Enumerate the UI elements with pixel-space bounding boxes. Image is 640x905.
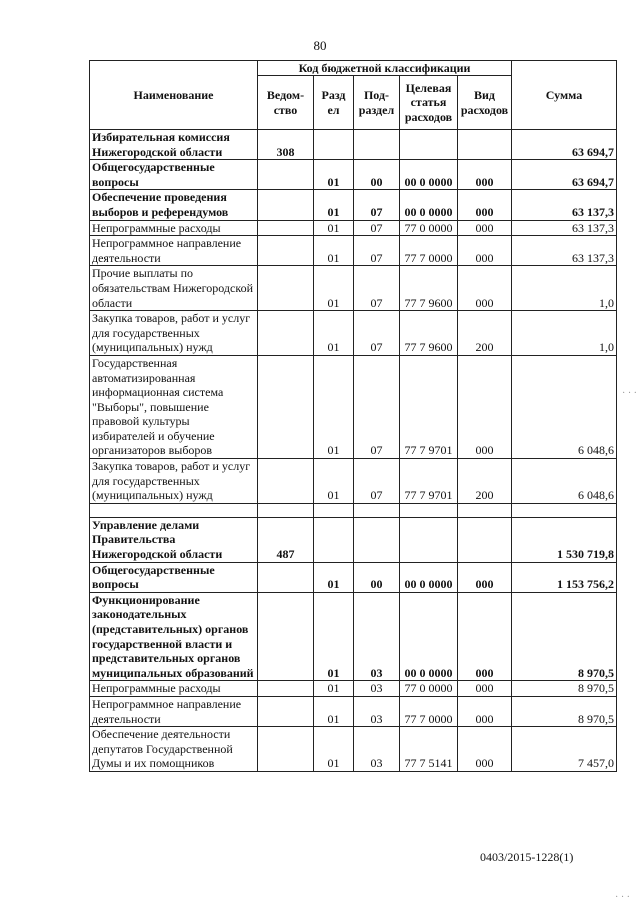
row-target-article-code: 00 0 0000	[400, 190, 458, 220]
row-department-code	[258, 562, 314, 592]
document-id: 0403/2015-1228(1)	[480, 850, 574, 864]
row-subsection-code: 07	[354, 190, 400, 220]
edge-mark: · · ·	[622, 388, 637, 399]
row-target-article-code: 77 7 5141	[400, 727, 458, 772]
row-name-cell: Избирательная комиссия Нижегородской области	[90, 130, 258, 160]
row-name-cell: Функционирование законодательных (представительных) органов государственной власти и представительных органов муниципальных образований	[90, 592, 258, 681]
row-department-code	[258, 190, 314, 220]
budget-table	[89, 60, 617, 772]
row-sum: 1 530 719,8	[512, 517, 617, 562]
row-expense-type-code: 000	[458, 681, 512, 697]
table-row	[90, 459, 617, 504]
row-subsection-code: 07	[354, 236, 400, 266]
row-department-code	[258, 727, 314, 772]
row-target-article-code: 77 0 0000	[400, 681, 458, 697]
row-name-cell: Управление делами Правительства Нижегородской области	[90, 517, 258, 562]
row-department-code	[258, 266, 314, 311]
row-department-code	[258, 592, 314, 681]
row-sum: 63 137,3	[512, 220, 617, 236]
row-subsection-code: 07	[354, 355, 400, 458]
header-sum: Сумма	[512, 61, 617, 130]
row-sum: 8 970,5	[512, 681, 617, 697]
row-department-code	[258, 696, 314, 726]
row-expense-type-code	[458, 130, 512, 160]
row-department-code	[258, 311, 314, 356]
row-section-code: 01	[314, 266, 354, 311]
row-sum: 6 048,6	[512, 355, 617, 458]
row-target-article-code	[400, 130, 458, 160]
table-row	[90, 220, 617, 236]
row-section-code: 01	[314, 311, 354, 356]
row-name-cell: Закупка товаров, работ и услуг для государственных (муниципальных) нужд	[90, 311, 258, 356]
row-target-article-code: 00 0 0000	[400, 592, 458, 681]
row-subsection-code: 07	[354, 266, 400, 311]
table-row	[90, 236, 617, 266]
row-expense-type-code: 000	[458, 727, 512, 772]
header-name: Наименование	[90, 61, 258, 130]
edge-mark: · · ·	[615, 892, 630, 903]
row-subsection-code	[354, 130, 400, 160]
table-row	[90, 190, 617, 220]
blank-cell	[258, 503, 314, 517]
row-target-article-code: 00 0 0000	[400, 160, 458, 190]
row-subsection-code	[354, 517, 400, 562]
row-expense-type-code: 000	[458, 592, 512, 681]
row-subsection-code: 00	[354, 562, 400, 592]
row-name-cell: Прочие выплаты по обязательствам Нижегородской области	[90, 266, 258, 311]
row-department-code	[258, 220, 314, 236]
row-expense-type-code: 200	[458, 459, 512, 504]
row-subsection-code: 03	[354, 727, 400, 772]
row-section-code: 01	[314, 220, 354, 236]
row-sum: 8 970,5	[512, 696, 617, 726]
row-section-code: 01	[314, 236, 354, 266]
row-expense-type-code: 000	[458, 266, 512, 311]
row-target-article-code: 77 7 9701	[400, 355, 458, 458]
row-target-article-code	[400, 517, 458, 562]
page-number: 80	[313, 38, 327, 53]
table-row	[90, 592, 617, 681]
row-subsection-code: 03	[354, 696, 400, 726]
row-subsection-code: 03	[354, 681, 400, 697]
row-department-code: 487	[258, 517, 314, 562]
table-row	[90, 681, 617, 697]
table-row	[90, 517, 617, 562]
row-name-cell: Непрограммные расходы	[90, 681, 258, 697]
row-section-code: 01	[314, 727, 354, 772]
row-name-cell: Общегосударственные вопросы	[90, 160, 258, 190]
row-expense-type-code: 000	[458, 562, 512, 592]
header-expense-type: Вид расходов	[458, 76, 512, 130]
row-name-cell: Непрограммное направление деятельности	[90, 696, 258, 726]
row-name-cell: Обеспечение проведения выборов и референдумов	[90, 190, 258, 220]
row-department-code	[258, 459, 314, 504]
blank-cell	[354, 503, 400, 517]
row-name-cell: Непрограммные расходы	[90, 220, 258, 236]
blank-cell	[314, 503, 354, 517]
table-row	[90, 696, 617, 726]
row-target-article-code: 77 7 9600	[400, 266, 458, 311]
row-expense-type-code: 000	[458, 160, 512, 190]
table-row	[90, 727, 617, 772]
row-expense-type-code: 000	[458, 355, 512, 458]
row-target-article-code: 77 7 9600	[400, 311, 458, 356]
table-row	[90, 160, 617, 190]
row-sum: 1,0	[512, 266, 617, 311]
row-sum: 1 153 756,2	[512, 562, 617, 592]
row-department-code	[258, 160, 314, 190]
row-sum: 63 694,7	[512, 160, 617, 190]
header-target-article: Целевая статья расходов	[400, 76, 458, 130]
row-subsection-code: 07	[354, 311, 400, 356]
row-subsection-code: 00	[354, 160, 400, 190]
row-subsection-code: 07	[354, 459, 400, 504]
row-expense-type-code	[458, 517, 512, 562]
row-section-code: 01	[314, 681, 354, 697]
row-subsection-code: 03	[354, 592, 400, 681]
header-row-group	[90, 61, 617, 76]
row-sum: 63 137,3	[512, 236, 617, 266]
row-sum: 63 694,7	[512, 130, 617, 160]
row-department-code	[258, 236, 314, 266]
row-department-code: 308	[258, 130, 314, 160]
row-expense-type-code: 000	[458, 220, 512, 236]
row-section-code: 01	[314, 160, 354, 190]
row-section-code	[314, 517, 354, 562]
row-subsection-code: 07	[354, 220, 400, 236]
header-podrazdel: Под-раздел	[354, 76, 400, 130]
row-department-code	[258, 355, 314, 458]
row-expense-type-code: 000	[458, 696, 512, 726]
table-row	[90, 562, 617, 592]
row-name-cell: Обеспечение деятельности депутатов Государственной Думы и их помощников	[90, 727, 258, 772]
row-section-code: 01	[314, 355, 354, 458]
row-target-article-code: 77 7 0000	[400, 236, 458, 266]
row-section-code: 01	[314, 562, 354, 592]
row-section-code: 01	[314, 459, 354, 504]
row-name-cell: Непрограммное направление деятельности	[90, 236, 258, 266]
blank-cell	[512, 503, 617, 517]
row-name-cell: Закупка товаров, работ и услуг для государственных (муниципальных) нужд	[90, 459, 258, 504]
row-name-cell: Государственная автоматизированная информационная система "Выборы", повышение правовой культуры избирателей и обучение организаторов выборов	[90, 355, 258, 458]
row-target-article-code: 77 7 0000	[400, 696, 458, 726]
table-row	[90, 311, 617, 356]
row-section-code: 01	[314, 696, 354, 726]
row-sum: 6 048,6	[512, 459, 617, 504]
row-section-code	[314, 130, 354, 160]
blank-separator-row	[90, 503, 617, 517]
row-sum: 63 137,3	[512, 190, 617, 220]
row-expense-type-code: 000	[458, 190, 512, 220]
blank-cell	[458, 503, 512, 517]
table-row	[90, 130, 617, 160]
row-sum: 7 457,0	[512, 727, 617, 772]
row-sum: 8 970,5	[512, 592, 617, 681]
table-row	[90, 266, 617, 311]
table-row	[90, 355, 617, 458]
header-classification-group: Код бюджетной классификации	[258, 61, 512, 76]
row-section-code: 01	[314, 592, 354, 681]
row-section-code: 01	[314, 190, 354, 220]
header-vedomstvo: Ведом-ство	[258, 76, 314, 130]
row-name-cell: Общегосударственные вопросы	[90, 562, 258, 592]
row-expense-type-code: 000	[458, 236, 512, 266]
header-razdel: Разд ел	[314, 76, 354, 130]
row-sum: 1,0	[512, 311, 617, 356]
row-target-article-code: 77 0 0000	[400, 220, 458, 236]
row-department-code	[258, 681, 314, 697]
row-target-article-code: 00 0 0000	[400, 562, 458, 592]
row-expense-type-code: 200	[458, 311, 512, 356]
row-target-article-code: 77 7 9701	[400, 459, 458, 504]
blank-cell	[90, 503, 258, 517]
blank-cell	[400, 503, 458, 517]
